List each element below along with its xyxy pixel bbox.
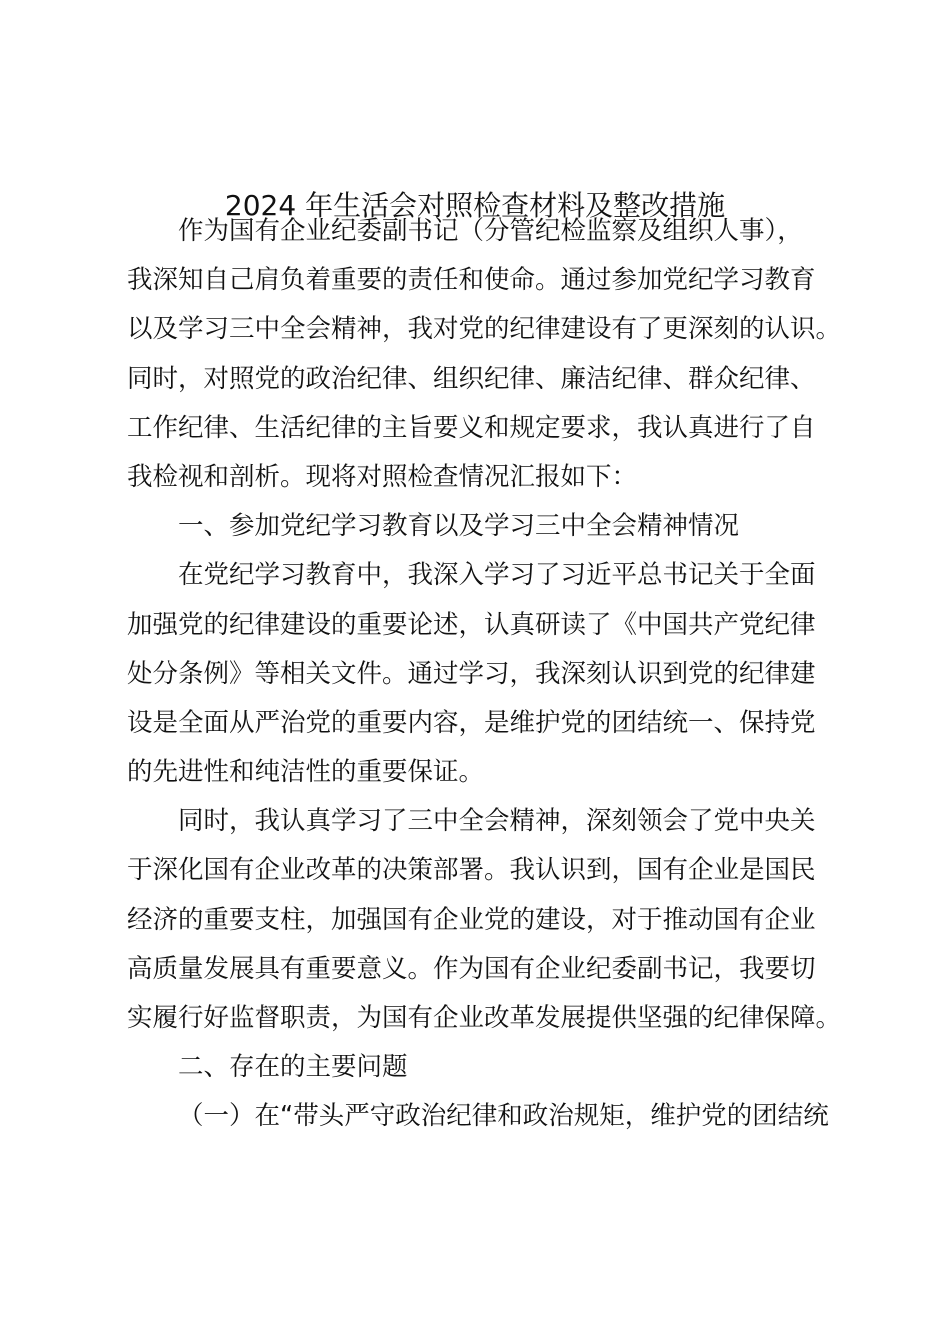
subsection-heading-1: （一）在“带头严守政治纪律和政治规矩，维护党的团结统 [178, 1101, 829, 1132]
document-body [127, 207, 847, 1142]
document-title: 2024 年生活会对照检查材料及整改措施 [224, 189, 726, 222]
body-line: 于深化国有企业改革的决策部署。我认识到，国有企业是国民 [127, 855, 816, 886]
body-line: 设是全面从严治党的重要内容，是维护党的团结统一、保持党 [127, 707, 816, 738]
section-heading-2: 二、存在的主要问题 [178, 1052, 408, 1083]
section-heading-1: 一、参加党纪学习教育以及学习三中全会精神情况 [178, 511, 740, 542]
body-line: 我检视和剖析。现将对照检查情况汇报如下： [127, 461, 638, 492]
body-line: 以及学习三中全会精神，我对党的纪律建设有了更深刻的认识。 [127, 314, 842, 345]
body-line: 高质量发展具有重要意义。作为国有企业纪委副书记，我要切 [127, 953, 816, 984]
body-line: 处分条例》等相关文件。通过学习，我深刻认识到党的纪律建 [127, 658, 816, 689]
body-line: 加强党的纪律建设的重要论述，认真研读了《中国共产党纪律 [127, 609, 816, 640]
body-line: 实履行好监督职责，为国有企业改革发展提供坚强的纪律保障。 [127, 1003, 842, 1033]
body-line: 我深知自己肩负着重要的责任和使命。通过参加党纪学习教育 [127, 265, 816, 296]
body-line: 在党纪学习教育中，我深入学习了习近平总书记关于全面 [178, 560, 816, 591]
body-line: 的先进性和纯洁性的重要保证。 [127, 757, 485, 788]
body-line: 工作纪律、生活纪律的主旨要义和规定要求，我认真进行了自 [127, 412, 816, 443]
body-line: 同时，我认真学习了三中全会精神，深刻领会了党中央关 [178, 806, 816, 837]
body-line: 作为国有企业纪委副书记（分管纪检监察及组织人事）， [178, 216, 803, 246]
body-line: 同时，对照党的政治纪律、组织纪律、廉洁纪律、群众纪律、 [127, 363, 816, 394]
body-line: 经济的重要支柱，加强国有企业党的建设，对于推动国有企业 [127, 904, 816, 935]
